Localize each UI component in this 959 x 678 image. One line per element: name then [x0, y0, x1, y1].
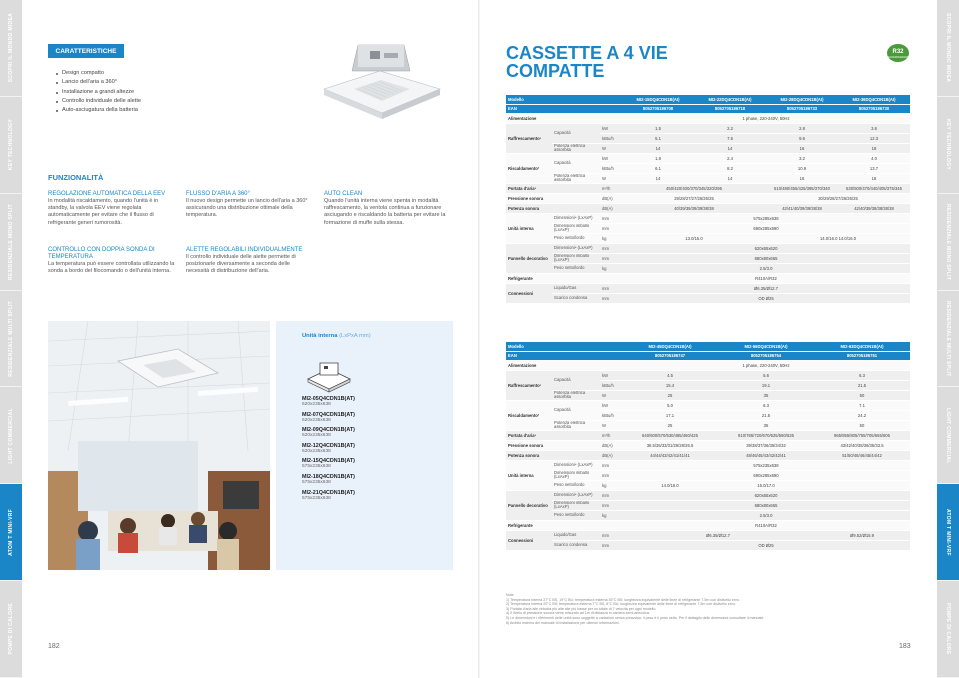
- table-cell: Modello: [506, 342, 622, 351]
- table-cell: 6.1: [622, 163, 694, 173]
- function-title: AUTO CLEAN: [324, 191, 363, 197]
- table-cell: 15.0/17.0: [718, 480, 814, 490]
- table-cell: Peso netto/lordo: [552, 510, 600, 520]
- function-title: REGOLAZIONE AUTOMATICA DELLA EEV: [48, 191, 166, 197]
- table-cell: MI2-22DQ4CDN1B(AI): [694, 95, 766, 104]
- table-cell: 510/480/455/425/395/370/340: [766, 183, 838, 193]
- table-cell: 29/28/27/27/26/26/25: [622, 193, 766, 203]
- table-cell: Portata d'aria³: [506, 183, 600, 193]
- left-tab[interactable]: POMPE DI CALORE: [0, 581, 22, 678]
- table-cell: 1 phase, 220-240V, 50Hz: [622, 360, 910, 370]
- table-cell: 15.4: [622, 380, 718, 390]
- page-number-left: 182: [48, 643, 60, 650]
- table-cell: kW: [600, 370, 622, 380]
- table-cell: 13.0/15.0: [622, 233, 766, 243]
- table-row: [506, 193, 910, 203]
- table-cell: mm: [600, 540, 622, 550]
- table-cell: 3.6: [838, 123, 910, 133]
- table-cell: m³/h: [600, 430, 622, 440]
- list-item: Design compatto: [56, 69, 141, 78]
- table-cell: 50: [814, 390, 910, 400]
- table-row: [506, 490, 910, 500]
- table-cell: 4.0: [838, 153, 910, 163]
- table-cell: Liquido/Gas: [552, 283, 600, 293]
- function-text: Il controllo individuale delle alette permette di posizionarle diversamente a seconda delle necessità di distribuzione dell'aria.: [186, 254, 296, 275]
- table-cell: Refrigerante: [506, 520, 622, 530]
- table-cell: Dimensioni⁴ (LxAxP): [552, 490, 600, 500]
- table-row: [506, 420, 910, 430]
- table-cell: Dimensioni⁴ (LxAxP): [552, 213, 600, 223]
- table-cell: W: [600, 173, 622, 183]
- list-item: Lancio dell'aria a 360°: [56, 78, 141, 87]
- table-cell: 48/46/45/43/42/42/41: [718, 450, 814, 460]
- table-cell: 36.5/35/33/31/29/28/26.5: [622, 440, 718, 450]
- table-cell: MI2-28DQ4CDN1B(AI): [766, 95, 838, 104]
- table-cell: 21.5: [814, 380, 910, 390]
- right-tab[interactable]: KEY TECHNOLOGY: [937, 97, 959, 194]
- list-item: Auto-asciugatura della batteria: [56, 106, 141, 115]
- table-cell: 51/50/48/46/45/44/42: [814, 450, 910, 460]
- right-tab[interactable]: RESIDENZIALE MONO SPLIT: [937, 194, 959, 291]
- table-row: [506, 510, 910, 520]
- table-cell: dB(A): [600, 193, 622, 203]
- left-section-tabs: [0, 0, 22, 678]
- table-header-row: [506, 351, 910, 360]
- list-item: Controllo individuale delle alette: [56, 97, 141, 106]
- table-cell: 35: [718, 420, 814, 430]
- cassette-unit-icon: [306, 359, 352, 393]
- table-cell: Raffrescamento¹: [506, 123, 552, 153]
- table-cell: kBtu/h: [600, 163, 622, 173]
- table-cell: 575x235x638: [622, 460, 910, 470]
- table-cell: 690x285x690: [622, 223, 910, 233]
- table-cell: W: [600, 390, 622, 400]
- table-cell: Dimensioni imballo (LxAxP): [552, 253, 600, 263]
- list-item: MI2-18Q4CDN1B(AT) 575x235x638: [302, 473, 355, 485]
- table-cell: 5.6: [718, 370, 814, 380]
- table-cell: mm: [600, 470, 622, 480]
- table-cell: Capacità: [552, 153, 600, 173]
- table-row: [506, 183, 910, 193]
- table-cell: mm: [600, 253, 622, 263]
- list-item: Installazione a grandi altezze: [56, 88, 141, 97]
- table-cell: 14.0/16.0 14.0/16.0: [766, 233, 910, 243]
- table-row: [506, 153, 910, 163]
- table-row: [506, 440, 910, 450]
- table-cell: Potenza elettrica assorbita: [552, 173, 600, 183]
- table-cell: kW: [600, 153, 622, 163]
- table-cell: 21.5: [718, 410, 814, 420]
- table-cell: mm: [600, 293, 622, 303]
- function-block: [186, 191, 314, 220]
- table-cell: 680x80x665: [622, 253, 910, 263]
- table-cell: Capacità: [552, 400, 600, 420]
- table-cell: W: [600, 143, 622, 153]
- list-item: MI2-12Q4CDN1B(AT) 620x235x638: [302, 442, 355, 454]
- spec-table-1: [506, 95, 910, 304]
- table-cell: 8.2: [694, 163, 766, 173]
- table-cell: 8052705186708: [622, 104, 694, 113]
- table-cell: 450/420/400/370/345/320/295: [622, 183, 766, 193]
- table-cell: kW: [600, 123, 622, 133]
- table-cell: R410A/R32: [622, 520, 910, 530]
- table-cell: R410A/R32: [622, 273, 910, 283]
- table-cell: mm: [600, 223, 622, 233]
- table-row: [506, 450, 910, 460]
- table-row: [506, 143, 910, 153]
- table-cell: MI2-36DQ4CDN1B(AI): [838, 95, 910, 104]
- table-cell: Pannello decorativo: [506, 490, 552, 520]
- table-cell: 14: [694, 143, 766, 153]
- table-row: [506, 253, 910, 263]
- table-cell: 575x285x638: [622, 213, 910, 223]
- table-cell: Dimensioni imballo (LxAxP): [552, 500, 600, 510]
- table-cell: 30/29/28/27/26/26/25: [766, 193, 910, 203]
- table-cell: kW: [600, 400, 622, 410]
- table-cell: 9.6: [766, 133, 838, 143]
- table-cell: Alimentazione: [506, 113, 622, 123]
- table-cell: 14: [622, 143, 694, 153]
- table-cell: Connessioni: [506, 530, 552, 550]
- svg-text:R32: R32: [892, 49, 904, 55]
- table-cell: kg: [600, 263, 622, 273]
- table-cell: mm: [600, 490, 622, 500]
- table-cell: MI2-15DQ4CDN1B(AI): [622, 95, 694, 104]
- table-cell: 620x65x620: [622, 243, 910, 253]
- table-cell: Potenza sonora: [506, 203, 600, 213]
- table-cell: MI2-56DQ4CDN1B(AI): [718, 342, 814, 351]
- features-list: [56, 69, 141, 115]
- table-cell: MI2-63DQ4CDN1B(AI): [814, 342, 910, 351]
- table-cell: Peso netto/lordo: [552, 233, 600, 243]
- left-tab[interactable]: RESIDENZIALE MONO SPLIT: [0, 194, 22, 291]
- table-cell: Pressione sonora: [506, 193, 600, 203]
- table-cell: Riscaldamento²: [506, 153, 552, 183]
- table-row: [506, 530, 910, 540]
- table-cell: mm: [600, 460, 622, 470]
- table-cell: 8052705186761: [814, 351, 910, 360]
- table-cell: Riscaldamento²: [506, 400, 552, 430]
- table-row: [506, 233, 910, 243]
- table-cell: 16: [766, 173, 838, 183]
- table-cell: 14: [694, 173, 766, 183]
- r32-badge-icon: [886, 43, 910, 63]
- table-cell: Refrigerante: [506, 273, 622, 283]
- table-cell: 7.1: [814, 400, 910, 410]
- table-cell: Ø9.52/Ø15.9: [814, 530, 910, 540]
- table-cell: Scarico condensa: [552, 540, 600, 550]
- table-cell: 965/855/805/755/705/655/605: [814, 430, 910, 440]
- table-cell: 44/44/43/42/41/41/41: [622, 450, 718, 460]
- table-cell: 42/40/39/38/38/38/38: [838, 203, 910, 213]
- table-row: [506, 113, 910, 123]
- page-spine: [478, 0, 480, 678]
- table-cell: 4.5: [622, 370, 718, 380]
- table-cell: 17.1: [622, 410, 718, 420]
- list-item: MI2-07Q4CDN1B(AT) 620x235x638: [302, 411, 355, 423]
- table-header-row: [506, 104, 910, 113]
- table-cell: Ø6.35/Ø12.7: [622, 283, 910, 293]
- left-tab[interactable]: KEY TECHNOLOGY: [0, 97, 22, 194]
- table-cell: Dimensioni⁴ (LxAxP): [552, 243, 600, 253]
- page-title: CASSETTE A 4 VIE COMPATTE: [506, 43, 668, 81]
- table-cell: 1 phase, 220-240V, 50Hz: [622, 113, 910, 123]
- table-cell: 2.5/3.0: [622, 510, 910, 520]
- table-cell: [814, 480, 910, 490]
- right-tab[interactable]: SCOPRI IL MONDO MIDEA: [937, 0, 959, 97]
- indoor-model-list: [302, 396, 355, 505]
- table-cell: 2.5/3.0: [622, 263, 910, 273]
- table-cell: 7.5: [694, 133, 766, 143]
- left-tab-active[interactable]: ATOM T MINI-VRF: [0, 484, 22, 581]
- table-cell: kg: [600, 480, 622, 490]
- table-cell: 530/500/470/440/405/375/345: [838, 183, 910, 193]
- table-cell: Ø6.35/Ø12.7: [622, 530, 814, 540]
- function-title: FLUSSO D'ARIA A 360°: [186, 191, 250, 197]
- table-cell: 14: [622, 173, 694, 183]
- function-block: [48, 191, 176, 227]
- table-row: [506, 263, 910, 273]
- right-tab-active[interactable]: ATOM T MINI-VRF: [937, 484, 959, 581]
- table-cell: 16: [766, 143, 838, 153]
- table-cell: 910/765/720/670/625/580/535: [718, 430, 814, 440]
- table-cell: kBtu/h: [600, 380, 622, 390]
- table-cell: Capacità: [552, 370, 600, 390]
- table-cell: 25: [622, 390, 718, 400]
- table-cell: 40/39/39/39/39/38/38: [622, 203, 766, 213]
- table-cell: OD Ø25: [622, 293, 910, 303]
- table-cell: 640/600/570/530/485/460/425: [622, 430, 718, 440]
- table-cell: m³/h: [600, 183, 622, 193]
- table-cell: 35: [718, 390, 814, 400]
- table-cell: 12.3: [838, 133, 910, 143]
- list-item: MI2-21Q4CDN1B(AT) 575x235x638: [302, 489, 355, 501]
- table-cell: 8052705186733: [766, 104, 838, 113]
- table-cell: dB(A): [600, 440, 622, 450]
- table-cell: kg: [600, 233, 622, 243]
- table-cell: kBtu/h: [600, 133, 622, 143]
- right-tab[interactable]: RESIDENZIALE MULTI SPLIT: [937, 291, 959, 388]
- table-cell: 2.4: [694, 153, 766, 163]
- table-row: [506, 470, 910, 480]
- table-cell: 5.1: [622, 133, 694, 143]
- table-cell: 18: [838, 173, 910, 183]
- table-row: [506, 283, 910, 293]
- right-section-tabs: [937, 0, 959, 678]
- table-cell: W: [600, 420, 622, 430]
- indoor-unit-panel: [276, 321, 453, 570]
- table-row: [506, 520, 910, 530]
- table-cell: Potenza sonora: [506, 450, 600, 460]
- table-cell: 42/41/40/39/39/38/38: [766, 203, 838, 213]
- table-cell: Pressione sonora: [506, 440, 600, 450]
- table-cell: mm: [600, 530, 622, 540]
- table-row: [506, 400, 910, 410]
- functions-title: FUNZIONALITÀ: [48, 173, 104, 182]
- function-block: [48, 247, 176, 275]
- table-cell: 8052705186718: [694, 104, 766, 113]
- table-row: [506, 213, 910, 223]
- table-row: [506, 460, 910, 470]
- function-text: La temperatura può essere controllata utilizzando la sonda a bordo del filocomando o dell'unità interna.: [48, 261, 175, 275]
- table-row: [506, 223, 910, 233]
- table-cell: 1.5: [622, 123, 694, 133]
- function-block: [186, 247, 314, 276]
- table-cell: mm: [600, 213, 622, 223]
- table-cell: 43/42/40/38/36/35/33.5: [814, 440, 910, 450]
- table-cell: Connessioni: [506, 283, 552, 303]
- table-row: [506, 370, 910, 380]
- table-cell: 1.8: [622, 153, 694, 163]
- table-cell: 8052705186754: [718, 351, 814, 360]
- table-cell: 3.2: [766, 153, 838, 163]
- table-row: [506, 173, 910, 183]
- table-header-row: [506, 342, 910, 351]
- table-cell: 8052705186747: [622, 351, 718, 360]
- function-title: ALETTE REGOLABILI INDIVIDUALMENTE: [186, 247, 303, 253]
- left-tab[interactable]: LIGHT COMMERCIAL: [0, 387, 22, 484]
- office-photo: [48, 321, 270, 570]
- cassette-unit-image: [318, 41, 444, 125]
- table-row: [506, 390, 910, 400]
- table-cell: EAN: [506, 104, 622, 113]
- table-cell: 39/38/37/36/35/34/32: [718, 440, 814, 450]
- table-cell: kg: [600, 510, 622, 520]
- table-row: [506, 123, 910, 133]
- table-row: [506, 480, 910, 490]
- characteristics-title: CARATTERISTICHE: [48, 44, 124, 58]
- table-cell: Potenza elettrica assorbita: [552, 420, 600, 430]
- table-cell: Dimensioni imballo (LxAxP): [552, 470, 600, 480]
- table-cell: 620x65x620: [622, 490, 910, 500]
- table-cell: 2.2: [694, 123, 766, 133]
- table-cell: dB(A): [600, 203, 622, 213]
- table-cell: 24.2: [814, 410, 910, 420]
- list-item: MI2-05Q4CDN1B(AT) 620x235x638: [302, 396, 355, 407]
- table-cell: 5.0: [622, 400, 718, 410]
- function-block: [324, 191, 452, 227]
- table-cell: mm: [600, 283, 622, 293]
- function-title: CONTROLLO CON DOPPIA SONDA DI TEMPERATURA: [48, 247, 155, 260]
- spec-table-2: [506, 342, 910, 551]
- table-cell: kBtu/h: [600, 410, 622, 420]
- table-cell: Unità interna: [506, 213, 552, 243]
- table-cell: 50: [814, 420, 910, 430]
- table-cell: MI2-45DQ4CDN1B(AI): [622, 342, 718, 351]
- svg-text:GAS REFRIGERANTE: GAS REFRIGERANTE: [886, 56, 910, 59]
- list-item: MI2-09Q4CDN1B(AT) 620x235x638: [302, 427, 355, 439]
- table-cell: EAN: [506, 351, 622, 360]
- table-row: [506, 273, 910, 283]
- table-header-row: [506, 95, 910, 104]
- table-cell: Potenza elettrica assorbita: [552, 390, 600, 400]
- table-cell: 8052705186730: [838, 104, 910, 113]
- table-cell: 25: [622, 420, 718, 430]
- table-cell: 680x80x665: [622, 500, 910, 510]
- table-cell: 6.3: [718, 400, 814, 410]
- table-cell: Pannello decorativo: [506, 243, 552, 273]
- table-cell: Peso netto/lordo: [552, 480, 600, 490]
- table-cell: Raffrescamento¹: [506, 370, 552, 400]
- footnotes: Note 1) Temperatura interna 27°C BS, 19°C BU; temperatura esterna 35°C BS; lunghezza equivalente delle linee di refrigerante 7.5m con dislivello zero. 2) Temperatura interna 20°C BS; temperatura esterna 7°C BS, 6°C BU; lunghezza equivalente delle linee di refrigerante 7.5m con dislivello zero. 3) Portata d'aria alle velocità più alte alle più basse per un totale di 7 velocità per ogni modello. 4) Il livello di pressione sonora viene misurato ad 1m di distanza in camera semi-anecoica. 5) Le dimensioni e i riferimenti delle unità sono soggette a variazioni senza preavviso; il peso è il peso netto. Per il dettaglio delle dimensioni consultare il manuale. 6) Ambito esterno del manuale di installazione per ulteriori informazioni.: [506, 593, 765, 625]
- table-cell: 19.1: [718, 380, 814, 390]
- table-cell: mm: [600, 243, 622, 253]
- table-cell: Portata d'aria³: [506, 430, 600, 440]
- right-tab[interactable]: LIGHT COMMERCIAL: [937, 387, 959, 484]
- table-cell: Unità interna: [506, 460, 552, 490]
- table-cell: Capacità: [552, 123, 600, 143]
- table-row: [506, 540, 910, 550]
- right-tab[interactable]: POMPE DI CALORE: [937, 581, 959, 678]
- table-cell: 14.0/16.0: [622, 480, 718, 490]
- table-cell: Potenza elettrica assorbita: [552, 143, 600, 153]
- page-number-right: 183: [899, 643, 911, 650]
- table-cell: Dimensioni imballo (LxAxP): [552, 223, 600, 233]
- left-tab[interactable]: SCOPRI IL MONDO MIDEA: [0, 0, 22, 97]
- table-cell: Modello: [506, 95, 622, 104]
- table-row: [506, 293, 910, 303]
- table-cell: 690x285x690: [622, 470, 910, 480]
- table-cell: Peso netto/lordo: [552, 263, 600, 273]
- table-cell: 2.8: [766, 123, 838, 133]
- list-item: MI2-15Q4CDN1B(AT) 575x235x638: [302, 458, 355, 470]
- function-text: Il nuovo design permette un lancio dell'aria a 360° assicurando una distribuzione ottimale della temperatura.: [186, 198, 308, 219]
- table-cell: dB(A): [600, 450, 622, 460]
- table-cell: mm: [600, 500, 622, 510]
- table-row: [506, 203, 910, 213]
- table-row: [506, 243, 910, 253]
- table-cell: Alimentazione: [506, 360, 622, 370]
- function-text: In modalità riscaldamento, quando l'unità è in standby, la valvola EEV viene regolata automaticamente per evitare che il flusso di refrigerante generi rumorosità.: [48, 198, 159, 226]
- table-row: [506, 500, 910, 510]
- left-tab[interactable]: RESIDENZIALE MULTI SPLIT: [0, 291, 22, 388]
- table-cell: Dimensioni⁴ (LxAxP): [552, 460, 600, 470]
- table-cell: 13.7: [838, 163, 910, 173]
- table-row: [506, 360, 910, 370]
- table-cell: 10.9: [766, 163, 838, 173]
- table-cell: Scarico condensa: [552, 293, 600, 303]
- table-cell: 6.3: [814, 370, 910, 380]
- table-cell: 18: [838, 143, 910, 153]
- indoor-unit-heading: Unità interna (LxPxA mm): [302, 333, 371, 339]
- table-cell: Liquido/Gas: [552, 530, 600, 540]
- table-cell: OD Ø25: [622, 540, 910, 550]
- function-text: Quando l'unità interna viene spenta in modalità raffrescamento, la ventola continua a funzionare asciugando e riscaldando la batteria per evitare la formazione di muffe sulla stessa.: [324, 198, 446, 226]
- table-row: [506, 430, 910, 440]
